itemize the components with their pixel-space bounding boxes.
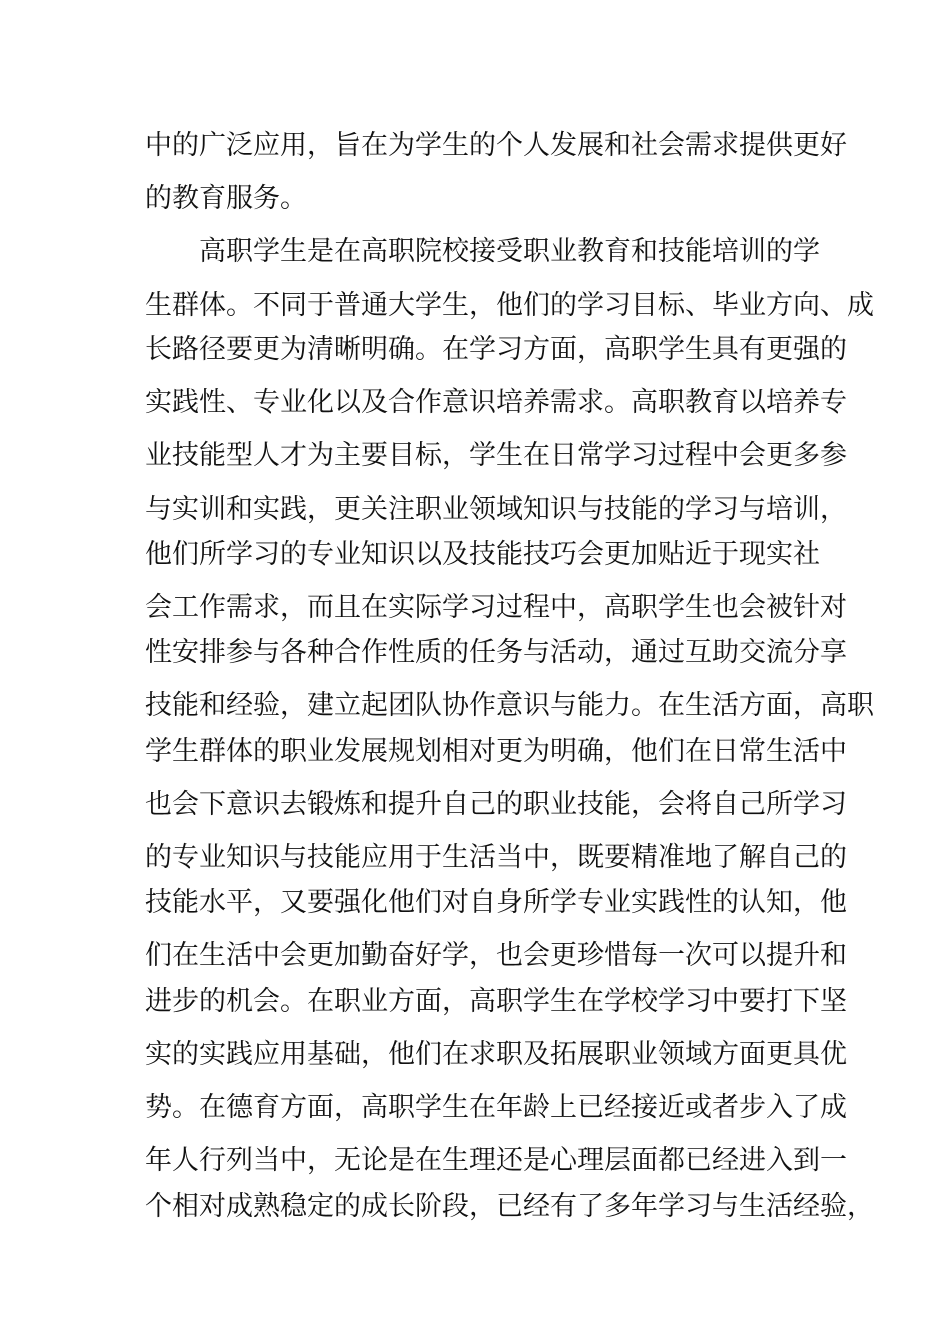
paragraph-line: 长路径要更为清晰明确。在学习方面，高职学生具有更强的 <box>145 334 847 365</box>
paragraph-line: 进步的机会。在职业方面，高职学生在学校学习中要打下坚 <box>145 986 847 1017</box>
paragraph-line: 也会下意识去锻炼和提升自己的职业技能，会将自己所学习 <box>145 789 847 820</box>
paragraph-line: 实践性、专业化以及合作意识培养需求。高职教育以培养专 <box>145 387 847 418</box>
paragraph-line: 中的广泛应用，旨在为学生的个人发展和社会需求提供更好 <box>145 130 847 161</box>
paragraph-line: 业技能型人才为主要目标，学生在日常学习过程中会更多参 <box>145 440 847 471</box>
paragraph-line: 生群体。不同于普通大学生，他们的学习目标、毕业方向、成 <box>145 290 874 321</box>
paragraph-line: 势。在德育方面，高职学生在年龄上已经接近或者步入了成 <box>145 1092 847 1123</box>
paragraph-line: 学生群体的职业发展规划相对更为明确，他们在日常生活中 <box>145 736 847 767</box>
paragraph-line: 实的实践应用基础，他们在求职及拓展职业领域方面更具优 <box>145 1039 847 1070</box>
paragraph-line: 技能水平，又要强化他们对自身所学专业实践性的认知，他 <box>145 887 847 918</box>
paragraph-line: 的教育服务。 <box>145 183 307 214</box>
paragraph-line: 年人行列当中，无论是在生理还是心理层面都已经进入到一 <box>145 1145 847 1176</box>
paragraph-line: 个相对成熟稳定的成长阶段，已经有了多年学习与生活经验， <box>145 1191 874 1222</box>
paragraph-line: 们在生活中会更加勤奋好学，也会更珍惜每一次可以提升和 <box>145 940 847 971</box>
paragraph-line: 会工作需求，而且在实际学习过程中，高职学生也会被针对 <box>145 592 847 623</box>
paragraph-line: 的专业知识与技能应用于生活当中，既要精准地了解自己的 <box>145 842 847 873</box>
paragraph-line: 性安排参与各种合作性质的任务与活动，通过互助交流分享 <box>145 637 847 668</box>
paragraph-line: 他们所学习的专业知识以及技能技巧会更加贴近于现实社 <box>145 539 820 570</box>
paragraph-line: 与实训和实践，更关注职业领域知识与技能的学习与培训， <box>145 494 847 525</box>
paragraph-line: 高职学生是在高职院校接受职业教育和技能培训的学 <box>199 236 820 267</box>
paragraph-line: 技能和经验，建立起团队协作意识与能力。在生活方面，高职 <box>145 690 874 721</box>
